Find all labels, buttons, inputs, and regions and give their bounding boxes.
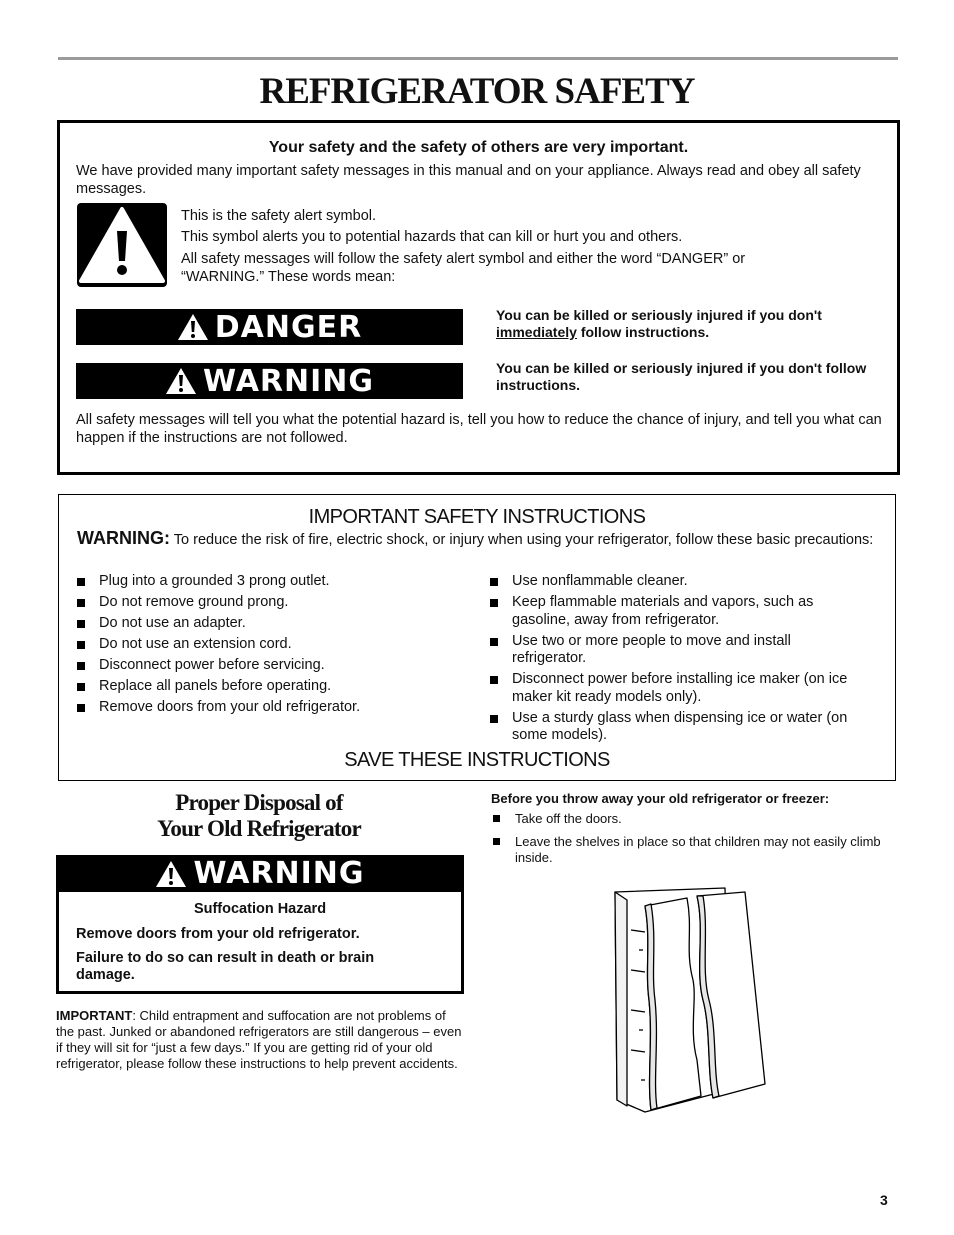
hazard-line-2: Failure to do so can result in death or brain damage. xyxy=(76,950,375,983)
danger-description xyxy=(496,307,886,341)
list-item: Disconnect power before servicing. xyxy=(75,657,475,675)
page-number: 3 xyxy=(880,1192,888,1208)
disposal-warning-label: WARNING xyxy=(193,856,365,891)
warning-label: WARNING xyxy=(202,363,375,399)
danger-alert-icon xyxy=(177,313,209,341)
symbol-line-3: All safety messages will follow the safety alert symbol and either the word “DANGER” or “WARNING.” These words mean: xyxy=(181,251,746,285)
top-rule xyxy=(58,57,898,60)
instructions-warning-text: To reduce the risk of fire, electric shock, or injury when using your refrigerator, follow these basic precautions: xyxy=(170,532,874,548)
danger-label: DANGER xyxy=(214,309,363,345)
danger-text-emph: immediately xyxy=(496,324,577,340)
list-item: Disconnect power before installing ice maker (on ice maker kit ready models only). xyxy=(488,671,858,706)
hazard-title: Suffocation Hazard xyxy=(193,901,327,917)
safety-intro: We have provided many important safety messages in this manual and on your appliance. Always read and obey all safety messages. xyxy=(76,163,861,197)
danger-text-pre: You can be killed or seriously injured if you don't xyxy=(496,307,822,323)
list-item: Use nonflammable cleaner. xyxy=(488,573,858,591)
warning-description: You can be killed or seriously injured if you don't follow instructions. xyxy=(496,360,867,393)
safety-alert-icon xyxy=(77,203,167,287)
disposal-warning-box xyxy=(56,855,464,994)
list-item: Keep flammable materials and vapors, such as gasoline, away from refrigerator. xyxy=(488,594,858,629)
instructions-warning-label: WARNING: xyxy=(77,528,170,548)
right-precautions-list xyxy=(488,573,858,748)
safety-closing: All safety messages will tell you what the potential hazard is, tell you how to reduce the chance of injury, and tell you what can happen if the instructions are not followed. xyxy=(76,412,882,446)
safety-info-box xyxy=(57,120,900,475)
refrigerator-illustration xyxy=(605,880,775,1120)
disposal-title-line-1: Proper Disposal of xyxy=(175,790,343,815)
important-text: : Child entrapment and suffocation are not problems of the past. Junked or abandoned refrigerators are still dangerous – even if they will sit for “just a few days.” If you are getting rid of your old refrigerator, please follow these instructions to help prevent accidents. xyxy=(56,1008,462,1071)
list-item: Remove doors from your old refrigerator. xyxy=(75,699,475,717)
instructions-warning xyxy=(77,530,877,549)
list-item: Use a sturdy glass when dispensing ice or water (on some models). xyxy=(488,710,858,745)
list-item: Replace all panels before operating. xyxy=(75,678,475,696)
symbol-line-1: This is the safety alert symbol. xyxy=(181,208,377,224)
list-item: Take off the doors. xyxy=(491,811,881,827)
warning-banner xyxy=(76,363,463,399)
save-instructions: SAVE THESE INSTRUCTIONS xyxy=(344,749,610,771)
page-title: REFRIGERATOR SAFETY xyxy=(259,71,695,112)
instructions-heading: IMPORTANT SAFETY INSTRUCTIONS xyxy=(308,506,646,528)
list-item: Do not use an adapter. xyxy=(75,615,475,633)
list-item: Leave the shelves in place so that children may not easily climb inside. xyxy=(491,834,881,866)
danger-banner xyxy=(76,309,463,345)
disposal-title xyxy=(56,790,462,842)
list-item: Plug into a grounded 3 prong outlet. xyxy=(75,573,475,591)
before-heading: Before you throw away your old refrigerator or freezer: xyxy=(491,791,830,806)
danger-text-post: follow instructions. xyxy=(576,324,710,340)
list-item: Do not remove ground prong. xyxy=(75,594,475,612)
left-precautions-list xyxy=(75,573,475,720)
list-item: Do not use an extension cord. xyxy=(75,636,475,654)
warning-alert-icon xyxy=(165,367,197,395)
important-paragraph xyxy=(56,1008,462,1072)
disposal-steps-list xyxy=(491,811,881,873)
symbol-line-2: This symbol alerts you to potential hazards that can kill or hurt you and others. xyxy=(181,229,683,245)
instructions-box xyxy=(58,494,896,781)
hazard-line-1: Remove doors from your old refrigerator. xyxy=(76,926,360,942)
list-item: Use two or more people to move and install refrigerator. xyxy=(488,633,858,668)
safety-heading: Your safety and the safety of others are very important. xyxy=(268,139,689,156)
disposal-title-line-2: Your Old Refrigerator xyxy=(157,816,361,841)
important-label: IMPORTANT xyxy=(56,1008,133,1023)
